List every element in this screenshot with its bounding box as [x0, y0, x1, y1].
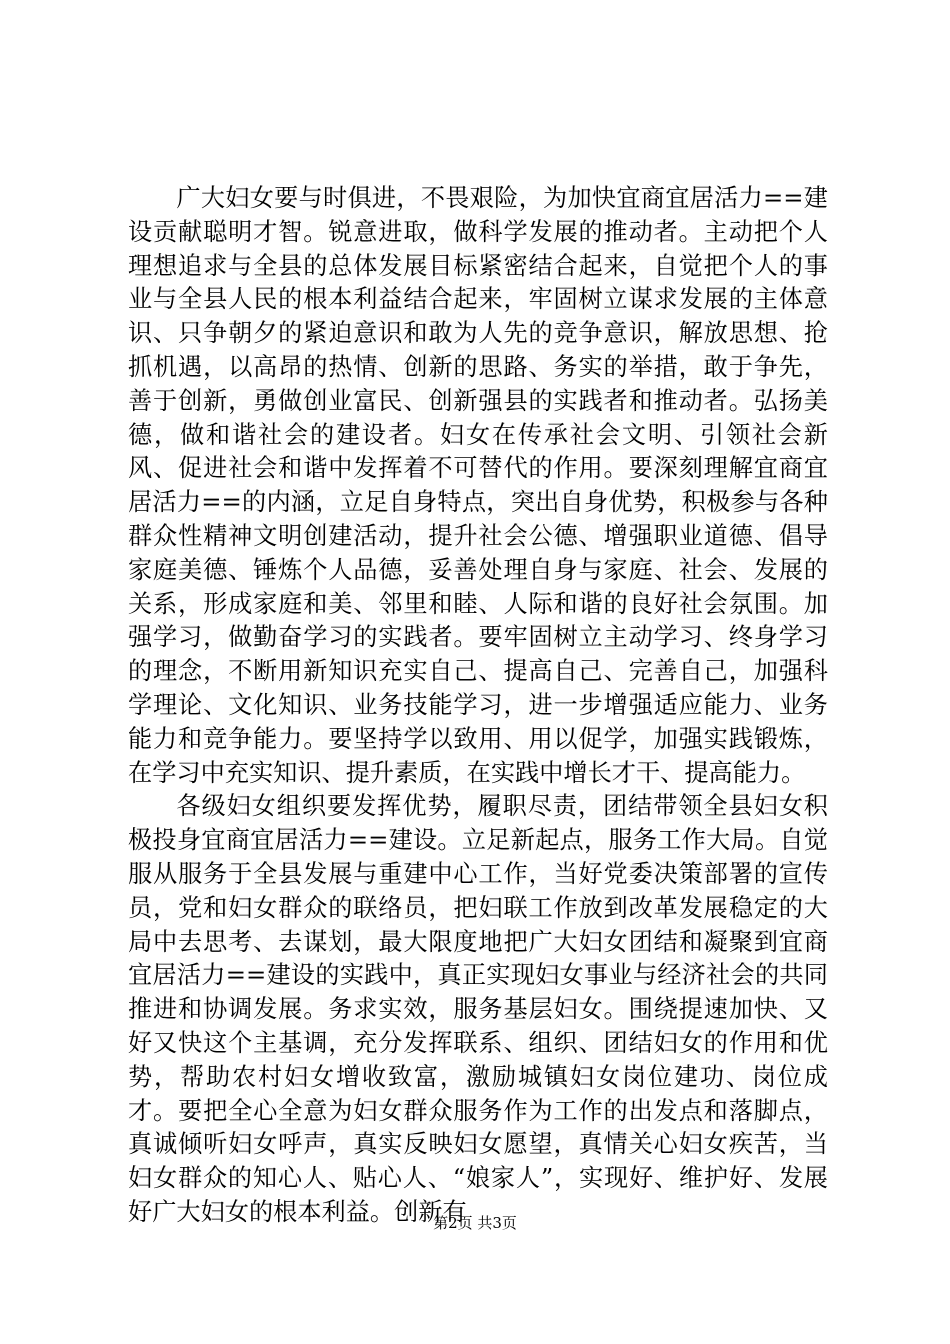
- document-body: [128, 182, 828, 1230]
- paragraph-1: 广大妇女要与时俱进，不畏艰险，为加快宜商宜居活力==建设贡献聪明才智。锐意进取，做科学发展的推动者。主动把个人理想追求与全县的总体发展目标紧密结合起来，自觉把个人的事业与全县人民的根本利益结合起来，牢固树立谋求发展的主体意识、只争朝夕的紧迫意识和敢为人先的竞争意识，解放思想、抢抓机遇，以高昂的热情、创新的思路、务实的举措，敢于争先，善于创新，勇做创业富民、创新强县的实践者和推动者。弘扬美德，做和谐社会的建设者。妇女在传承社会文明、引领社会新风、促进社会和谐中发挥着不可替代的作用。要深刻理解宜商宜居活力==的内涵，立足自身特点，突出自身优势，积极参与各种群众性精神文明创建活动，提升社会公德、增强职业道德、倡导家庭美德、锤炼个人品德，妥善处理自身与家庭、社会、发展的关系，形成家庭和美、邻里和睦、人际和谐的良好社会氛围。加强学习，做勤奋学习的实践者。要牢固树立主动学习、终身学习的理念，不断用新知识充实自己、提高自己、完善自己，加强科学理论、文化知识、业务技能学习，进一步增强适应能力、业务能力和竞争能力。要坚持学以致用、用以促学，加强实践锻炼，在学习中充实知识、提升素质，在实践中增长才干、提高能力。: [128, 184, 828, 787]
- paragraph-2: 各级妇女组织要发挥优势，履职尽责，团结带领全县妇女积极投身宜商宜居活力==建设。立足新起点，服务工作大局。自觉服从服务于全县发展与重建中心工作，当好党委决策部署的宣传员，党和妇女群众的联络员，把妇联工作放到改革发展稳定的大局中去思考、去谋划，最大限度地把广大妇女团结和凝聚到宜商宜居活力==建设的实践中，真正实现妇女事业与经济社会的共同推进和协调发展。务求实效，服务基层妇女。围绕提速加快、又好又快这个主基调，充分发挥联系、组织、团结妇女的作用和优势，帮助农村妇女增收致富，激励城镇妇女岗位建功、岗位成才。要把全心全意为妇女群众服务作为工作的出发点和落脚点，真诚倾听妇女呼声，真实反映妇女愿望，真情关心妇女疾苦，当妇女群众的知心人、贴心人、“娘家人”，实现好、维护好、发展好广大妇女的根本利益。创新有: [128, 792, 828, 1226]
- page-number-footer: 第2页 共3页: [433, 1214, 517, 1232]
